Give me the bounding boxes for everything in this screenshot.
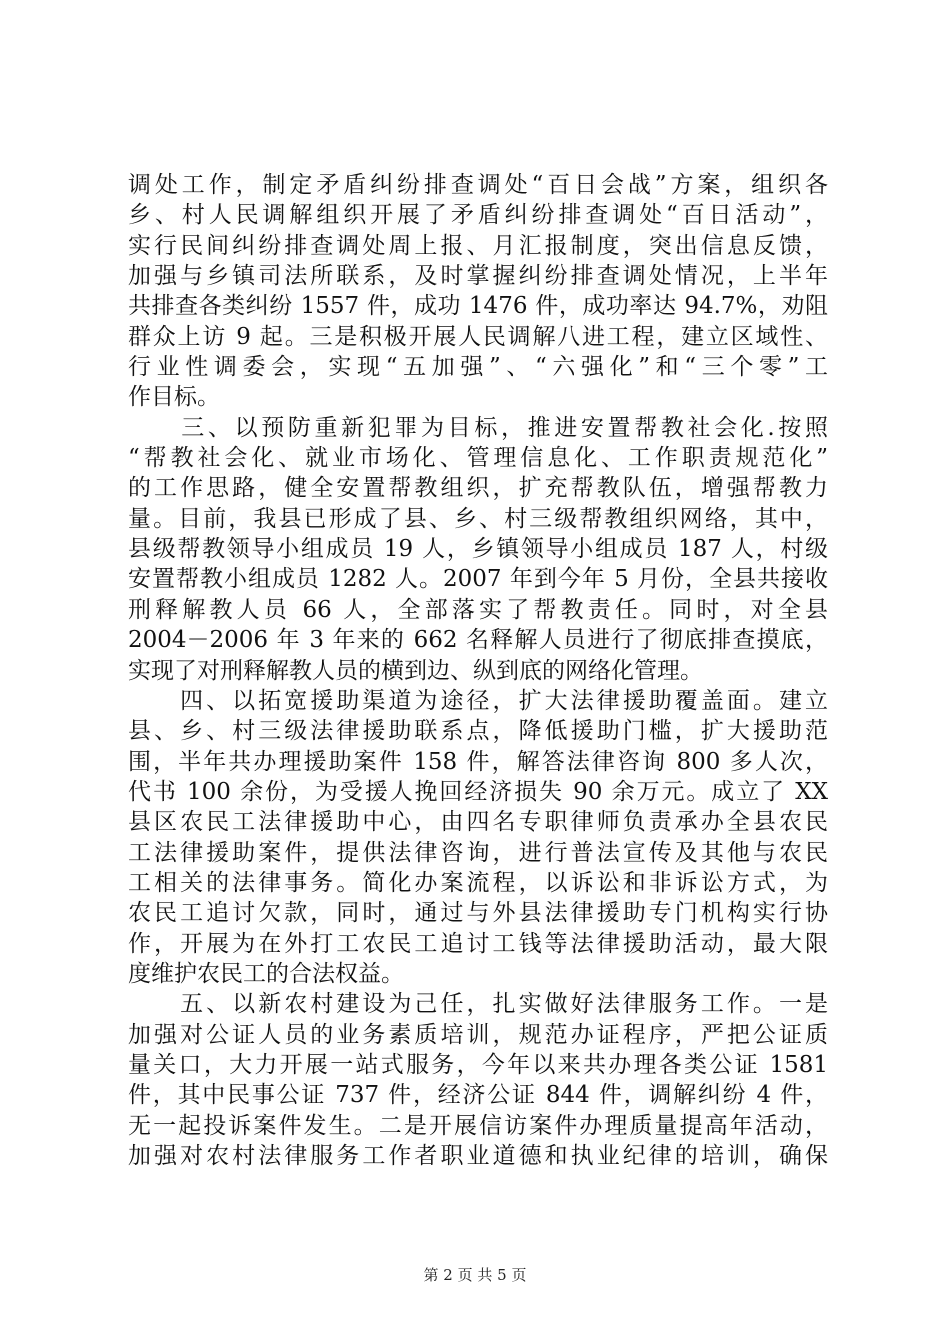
text-line: 共排查各类纠纷 1557 件，成功 1476 件，成功率达 94.7%，劝阻 <box>128 293 828 320</box>
body-text <box>128 170 828 1171</box>
text-line: 五、以新农村建设为己任，扎实做好法律服务工作。一是 <box>128 991 828 1018</box>
text-line: “帮教社会化、就业市场化、管理信息化、工作职责规范化” <box>128 445 828 472</box>
text-line: 四、以拓宽援助渠道为途径，扩大法律援助覆盖面。建立 <box>128 687 828 714</box>
text-line: 农民工追讨欠款，同时，通过与外县法律援助专门机构实行协 <box>128 900 828 927</box>
text-line: 度维护农民工的合法权益。 <box>128 960 404 987</box>
text-line: 县级帮教领导小组成员 19 人，乡镇领导小组成员 187 人，村级 <box>128 536 828 563</box>
text-line: 调处工作，制定矛盾纠纷排查调处“百日会战”方案，组织各 <box>128 172 828 198</box>
text-line: 安置帮教小组成员 1282 人。2007 年到今年 5 月份，全县共接收 <box>128 566 828 593</box>
text-line: 刑释解教人员 66 人，全部落实了帮教责任。同时，对全县 <box>128 596 828 623</box>
text-line: 乡、村人民调解组织开展了矛盾纠纷排查调处“百日活动”， <box>128 202 828 229</box>
text-line: 实行民间纠纷排查调处周上报、月汇报制度，突出信息反馈， <box>128 232 828 259</box>
text-line: 量关口，大力开展一站式服务，今年以来共办理各类公证 1581 <box>128 1051 828 1078</box>
text-line: 工法律援助案件，提供法律咨询，进行普法宣传及其他与农民 <box>128 839 828 866</box>
text-line: 2004－2006 年 3 年来的 662 名释解人员进行了彻底排查摸底， <box>128 627 828 654</box>
text-line: 实现了对刑释解教人员的横到边、纵到底的网络化管理。 <box>128 657 703 684</box>
text-line: 加强对农村法律服务工作者职业道德和执业纪律的培训，确保 <box>128 1143 828 1169</box>
text-line: 无一起投诉案件发生。二是开展信访案件办理质量提高年活动， <box>128 1112 828 1139</box>
text-line: 作，开展为在外打工农民工追讨工钱等法律援助活动，最大限 <box>128 930 828 957</box>
text-line: 县、乡、村三级法律援助联系点，降低援助门槛，扩大援助范 <box>128 718 828 745</box>
text-line: 围，半年共办理援助案件 158 件，解答法律咨询 800 多人次， <box>128 748 828 775</box>
text-line: 群众上访 9 起。三是积极开展人民调解八进工程，建立区域性、 <box>128 323 828 350</box>
text-line: 量。目前，我县已形成了县、乡、村三级帮教组织网络，其中， <box>128 505 828 532</box>
text-line: 加强与乡镇司法所联系，及时掌握纠纷排查调处情况，上半年 <box>128 263 828 290</box>
text-line: 的工作思路，健全安置帮教组织，扩充帮教队伍，增强帮教力 <box>128 475 828 502</box>
text-line: 作目标。 <box>128 384 220 411</box>
page-footer: 第 2 页 共 5 页 <box>423 1266 527 1284</box>
text-line: 县区农民工法律援助中心，由四名专职律师负责承办全县农民 <box>128 809 828 836</box>
text-line: 三、以预防重新犯罪为目标，推进安置帮教社会化.按照 <box>128 414 828 441</box>
text-line: 加强对公证人员的业务素质培训，规范办证程序，严把公证质 <box>128 1021 828 1048</box>
text-line: 件，其中民事公证 737 件，经济公证 844 件，调解纠纷 4 件， <box>128 1082 828 1109</box>
text-line: 工相关的法律事务。简化办案流程，以诉讼和非诉讼方式，为 <box>128 869 828 896</box>
text-line: 行业性调委会，实现“五加强”、“六强化”和“三个零”工 <box>128 354 828 381</box>
text-line: 代书 100 余份，为受援人挽回经济损失 90 余万元。成立了 XX <box>128 778 828 805</box>
